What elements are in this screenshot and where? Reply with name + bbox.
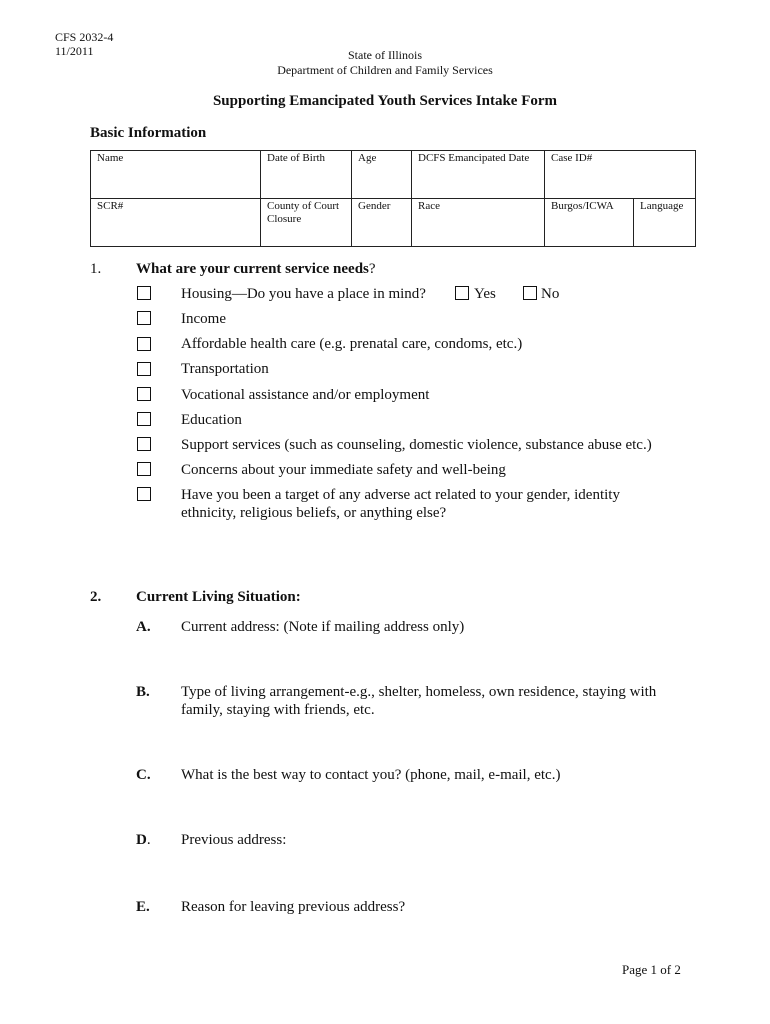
checkbox-income[interactable] (137, 311, 151, 325)
vocational-label: Vocational assistance and/or employment (181, 387, 430, 403)
q2-a-text: Current address: (Note if mailing address only) (181, 619, 465, 635)
q2-e-text: Reason for leaving previous address? (181, 899, 406, 915)
department-name: Department of Children and Family Services (277, 63, 493, 77)
q2-d-text: Previous address: (181, 832, 287, 848)
q2-c-text: What is the best way to contact you? (phone, mail, e-mail, etc.) (181, 767, 561, 783)
q2-heading: Current Living Situation: (136, 589, 301, 605)
form-title: Supporting Emancipated Youth Services Intake Form (212, 93, 558, 109)
q2-c-letter: C. (136, 767, 151, 783)
cell-name[interactable]: Name (91, 151, 261, 199)
state-name: State of Illinois (348, 48, 422, 62)
q1-heading-suffix: ? (368, 261, 376, 277)
page-number: Page 1 of 2 (622, 962, 681, 977)
form-date: 11/2011 (55, 44, 94, 58)
health-care-label: Affordable health care (e.g. prenatal care, condoms, etc.) (181, 336, 523, 352)
q2-d-letter (136, 831, 151, 849)
cell-language[interactable]: Language (634, 199, 696, 247)
checkbox-vocational[interactable] (137, 387, 151, 401)
cell-county-of-court-closure[interactable]: County of Court Closure (261, 199, 352, 247)
q1-heading-text: What are your current service needs (136, 261, 369, 277)
basic-info-table (90, 150, 696, 247)
education-label: Education (181, 412, 242, 428)
cell-race[interactable]: Race (412, 199, 545, 247)
checkbox-housing-no[interactable] (523, 286, 537, 300)
housing-yes-label: Yes (474, 286, 496, 302)
cell-case-id[interactable]: Case ID# (545, 151, 696, 199)
q2-e-letter: E. (136, 899, 150, 915)
checkbox-support-services[interactable] (137, 437, 151, 451)
checkbox-health-care[interactable] (137, 337, 151, 351)
adverse-act-label-line1: Have you been a target of any adverse act related to your gender, identity (181, 487, 620, 503)
support-services-label: Support services (such as counseling, domestic violence, substance abuse etc.) (181, 437, 652, 453)
cell-gender[interactable]: Gender (352, 199, 412, 247)
q2-b-line1: Type of living arrangement-e.g., shelter, homeless, own residence, staying with (181, 684, 657, 700)
cell-scr[interactable]: SCR# (91, 199, 261, 247)
checkbox-safety[interactable] (137, 462, 151, 476)
checkbox-housing[interactable] (137, 286, 151, 300)
safety-label: Concerns about your immediate safety and well-being (181, 462, 506, 478)
q1-heading (136, 260, 376, 278)
form-number: CFS 2032-4 (55, 30, 114, 44)
q2-number: 2. (90, 589, 102, 605)
q2-b-letter: B. (136, 684, 150, 700)
adverse-act-label-line2: ethnicity, religious beliefs, or anything else? (181, 505, 447, 521)
checkbox-housing-yes[interactable] (455, 286, 469, 300)
transportation-label: Transportation (181, 361, 269, 377)
q2-a-letter: A. (136, 619, 151, 635)
income-label: Income (181, 311, 226, 327)
housing-label: Housing—Do you have a place in mind? (181, 286, 426, 302)
cell-date-of-birth[interactable]: Date of Birth (261, 151, 352, 199)
cell-dcfs-emancipated-date[interactable]: DCFS Emancipated Date (412, 151, 545, 199)
basic-info-heading: Basic Information (90, 125, 207, 141)
housing-no-label: No (541, 286, 560, 302)
checkbox-education[interactable] (137, 412, 151, 426)
cell-burgos-icwa[interactable]: Burgos/ICWA (545, 199, 634, 247)
checkbox-transportation[interactable] (137, 362, 151, 376)
checkbox-adverse-act[interactable] (137, 487, 151, 501)
q2-b-line2: family, staying with friends, etc. (181, 702, 375, 718)
cell-age[interactable]: Age (352, 151, 412, 199)
q2-d-dot: . (146, 832, 151, 848)
q1-number: 1. (90, 261, 102, 277)
q2-d-letter-text: D (136, 832, 147, 848)
